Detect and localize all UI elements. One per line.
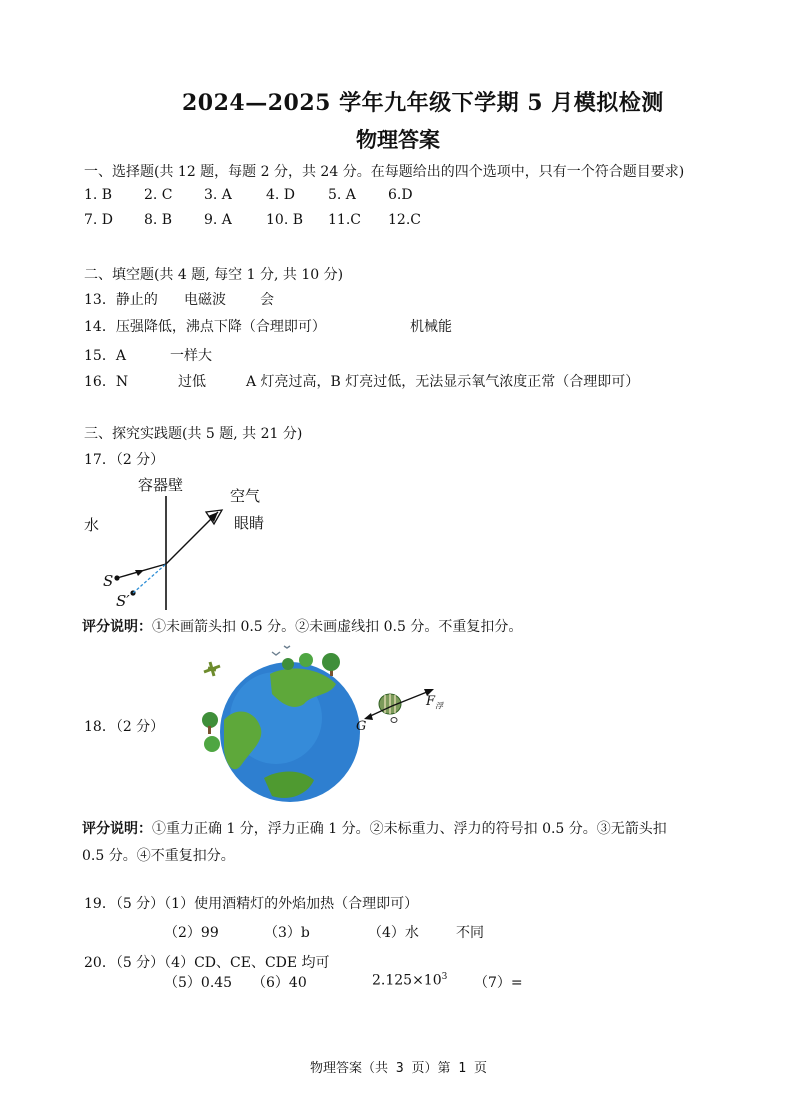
- refracted-ray: [166, 512, 218, 564]
- q17-scoring: [82, 616, 522, 636]
- q18-scoring-text: ①重力正确 1 分，浮力正确 1 分。②未标重力、浮力的符号扣 0.5 分。③无箭头扣: [152, 821, 667, 837]
- q18-scoring-line1: [82, 818, 667, 838]
- answer-10: 10. B: [266, 212, 304, 228]
- answer-7: 7. D: [84, 212, 114, 228]
- q17-air-label: 空气: [230, 487, 261, 505]
- tree-icon: [322, 653, 340, 671]
- tree-icon: [202, 712, 218, 728]
- f-subscript: 浮: [435, 701, 444, 711]
- answer-11: 11.C: [328, 212, 361, 228]
- birds-icon: [272, 646, 290, 655]
- q19-sub3: （3）b: [264, 925, 310, 941]
- q20-sub7: （7）=: [474, 975, 523, 991]
- q16-answer-2: 过低: [178, 374, 206, 390]
- q19-line1: 19．（5 分）（1）使用酒精灯的外焰加热（合理即可）: [84, 896, 419, 912]
- answer-8: 8. B: [144, 212, 173, 228]
- q15-answer-2: 一样大: [170, 348, 212, 364]
- q17-wall-label: 容器壁: [138, 476, 184, 494]
- balloon-basket: [391, 718, 397, 723]
- tree-trunk: [208, 726, 211, 734]
- q17-water-label: 水: [84, 516, 100, 534]
- q13-answer-3: 会: [260, 292, 274, 308]
- answer-3: 3. A: [204, 187, 232, 203]
- q18-scoring-line2: 0.5 分。④不重复扣分。: [82, 848, 235, 864]
- q14-answer-2: 机械能: [410, 319, 452, 335]
- tree-icon: [282, 658, 294, 670]
- q20-sub6: （6）40: [252, 975, 307, 991]
- q16-answer-1: 16．N: [84, 374, 129, 390]
- gravity-force-label: G: [356, 719, 367, 734]
- buoyancy-force-label: [426, 694, 443, 712]
- earth-illustration: [180, 640, 450, 810]
- q17-label: 17．（2 分）: [84, 452, 165, 468]
- q17-s-label: S: [103, 572, 114, 590]
- answer-4: 4. D: [266, 187, 296, 203]
- q18-label: 18．（2 分）: [84, 719, 165, 735]
- q19-sub4: （4）水: [368, 925, 419, 941]
- tree-icon: [299, 653, 313, 667]
- answer-6: 6.D: [388, 187, 413, 203]
- q20-sub5: （5）0.45: [164, 975, 233, 991]
- answer-2: 2. C: [144, 187, 173, 203]
- q17-eye-label: 眼睛: [234, 514, 265, 532]
- page-footer: 物理答案（共 3 页）第 1 页: [310, 1061, 487, 1076]
- q19-sub2: （2）99: [164, 925, 219, 941]
- f-symbol: F: [426, 694, 436, 709]
- page-subtitle: 物理答案: [356, 127, 440, 152]
- answer-5: 5. A: [328, 187, 356, 203]
- q17-s-prime-label: S′: [116, 592, 130, 610]
- section1-heading: 一、选择题(共 12 题，每题 2 分，共 24 分。在每题给出的四个选项中，只有一个符合题目要求): [84, 164, 685, 180]
- answer-1: 1. B: [84, 187, 113, 203]
- section3-heading: 三、探究实践题(共 5 题, 共 21 分): [84, 426, 303, 442]
- answer-12: 12.C: [388, 212, 421, 228]
- q17-scoring-label: 评分说明：: [82, 619, 152, 635]
- q17-scoring-text: ①未画箭头扣 0.5 分。②未画虚线扣 0.5 分。不重复扣分。: [152, 619, 523, 635]
- q19-sub4-b: 不同: [456, 925, 484, 941]
- q20-density-exponent: 3: [441, 972, 448, 982]
- q16-answer-3: A 灯亮过高，B 灯亮过低，无法显示氧气浓度正常（合理即可）: [246, 374, 640, 390]
- q14-answer-1: 14．压强降低，沸点下降（合理即可）: [84, 319, 326, 335]
- q20-density-value: [372, 972, 447, 989]
- q18-scoring-label: 评分说明：: [82, 821, 152, 837]
- q15-answer-1: 15．A: [84, 348, 126, 364]
- answer-9: 9. A: [204, 212, 232, 228]
- q20-density-mantissa: 2.125×10: [372, 972, 442, 989]
- q13-answer-1: 13．静止的: [84, 292, 158, 308]
- q20-line1: 20．（5 分）（4）CD、CE、CDE 均可: [84, 955, 330, 971]
- page-title: 2024—2025 学年九年级下学期 5 月模拟检测: [182, 90, 664, 116]
- refraction-diagram: [100, 490, 240, 615]
- tree-icon: [204, 736, 220, 752]
- airplane-icon: [204, 662, 220, 676]
- section2-heading: 二、填空题(共 4 题, 每空 1 分, 共 10 分): [84, 267, 344, 283]
- q13-answer-2: 电磁波: [184, 292, 226, 308]
